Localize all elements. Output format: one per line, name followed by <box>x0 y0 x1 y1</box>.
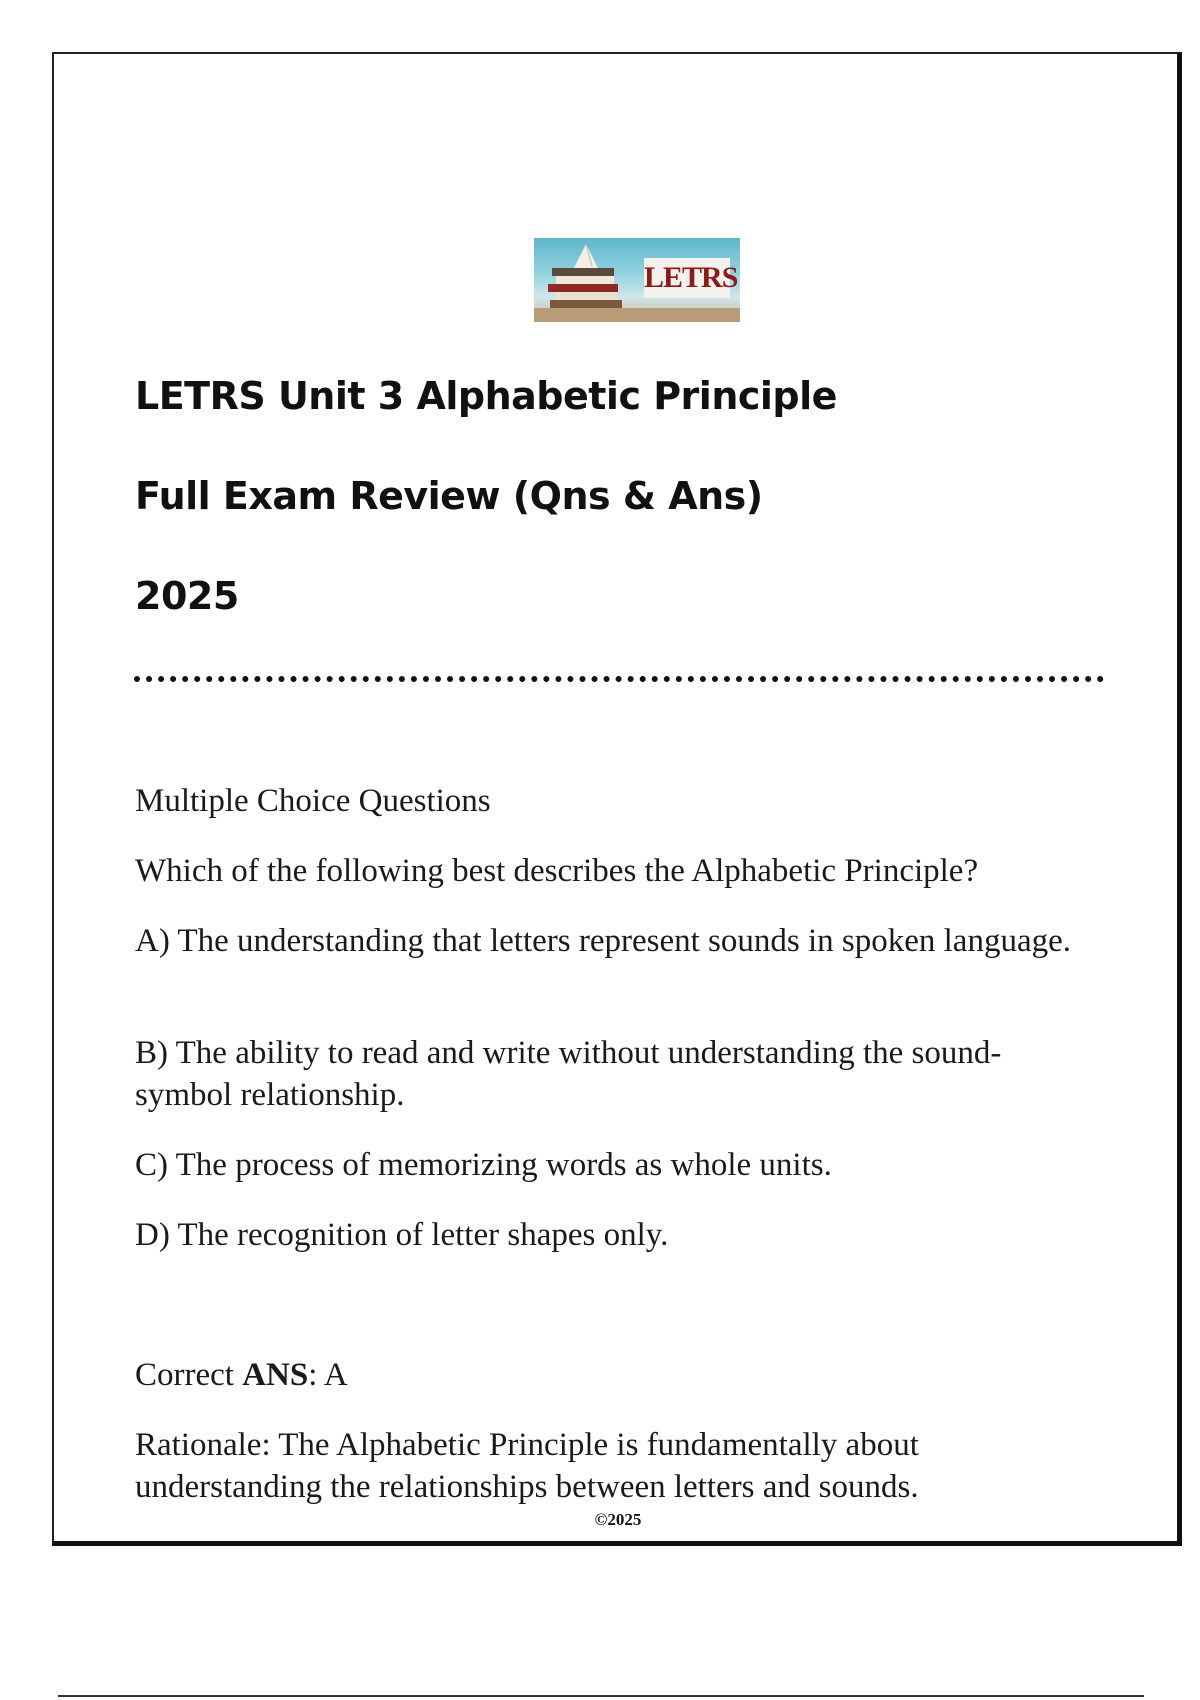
copyright: ©2025 <box>594 1510 642 1529</box>
letrs-logo <box>534 238 740 322</box>
title-line-1: LETRS Unit 3 Alphabetic Principle <box>135 374 837 418</box>
option-a: A) The understanding that letters represent sounds in spoken language. <box>135 923 1071 959</box>
answer-prefix: Correct <box>135 1357 243 1393</box>
answer-label: ANS <box>242 1357 309 1393</box>
rationale-text: Rationale: The Alphabetic Principle is fundamentally about understanding the relationships between letters and sounds. <box>135 1427 919 1505</box>
question-text: Which of the following best describes the Alphabetic Principle? <box>135 853 979 889</box>
dotted-divider <box>134 676 1104 682</box>
bottom-rule <box>58 1695 1144 1697</box>
option-c: C) The process of memorizing words as whole units. <box>135 1147 832 1183</box>
section-label: Multiple Choice Questions <box>135 783 491 819</box>
option-d: D) The recognition of letter shapes only. <box>135 1217 669 1253</box>
answer-value: : A <box>308 1357 348 1393</box>
title-year: 2025 <box>135 574 239 618</box>
title-line-2: Full Exam Review (Qns & Ans) <box>135 474 763 518</box>
correct-answer <box>135 1354 1095 1396</box>
logo-text: LETRS <box>644 258 730 298</box>
option-b: B) The ability to read and write without understanding the sound-symbol relationship. <box>135 1035 1002 1113</box>
